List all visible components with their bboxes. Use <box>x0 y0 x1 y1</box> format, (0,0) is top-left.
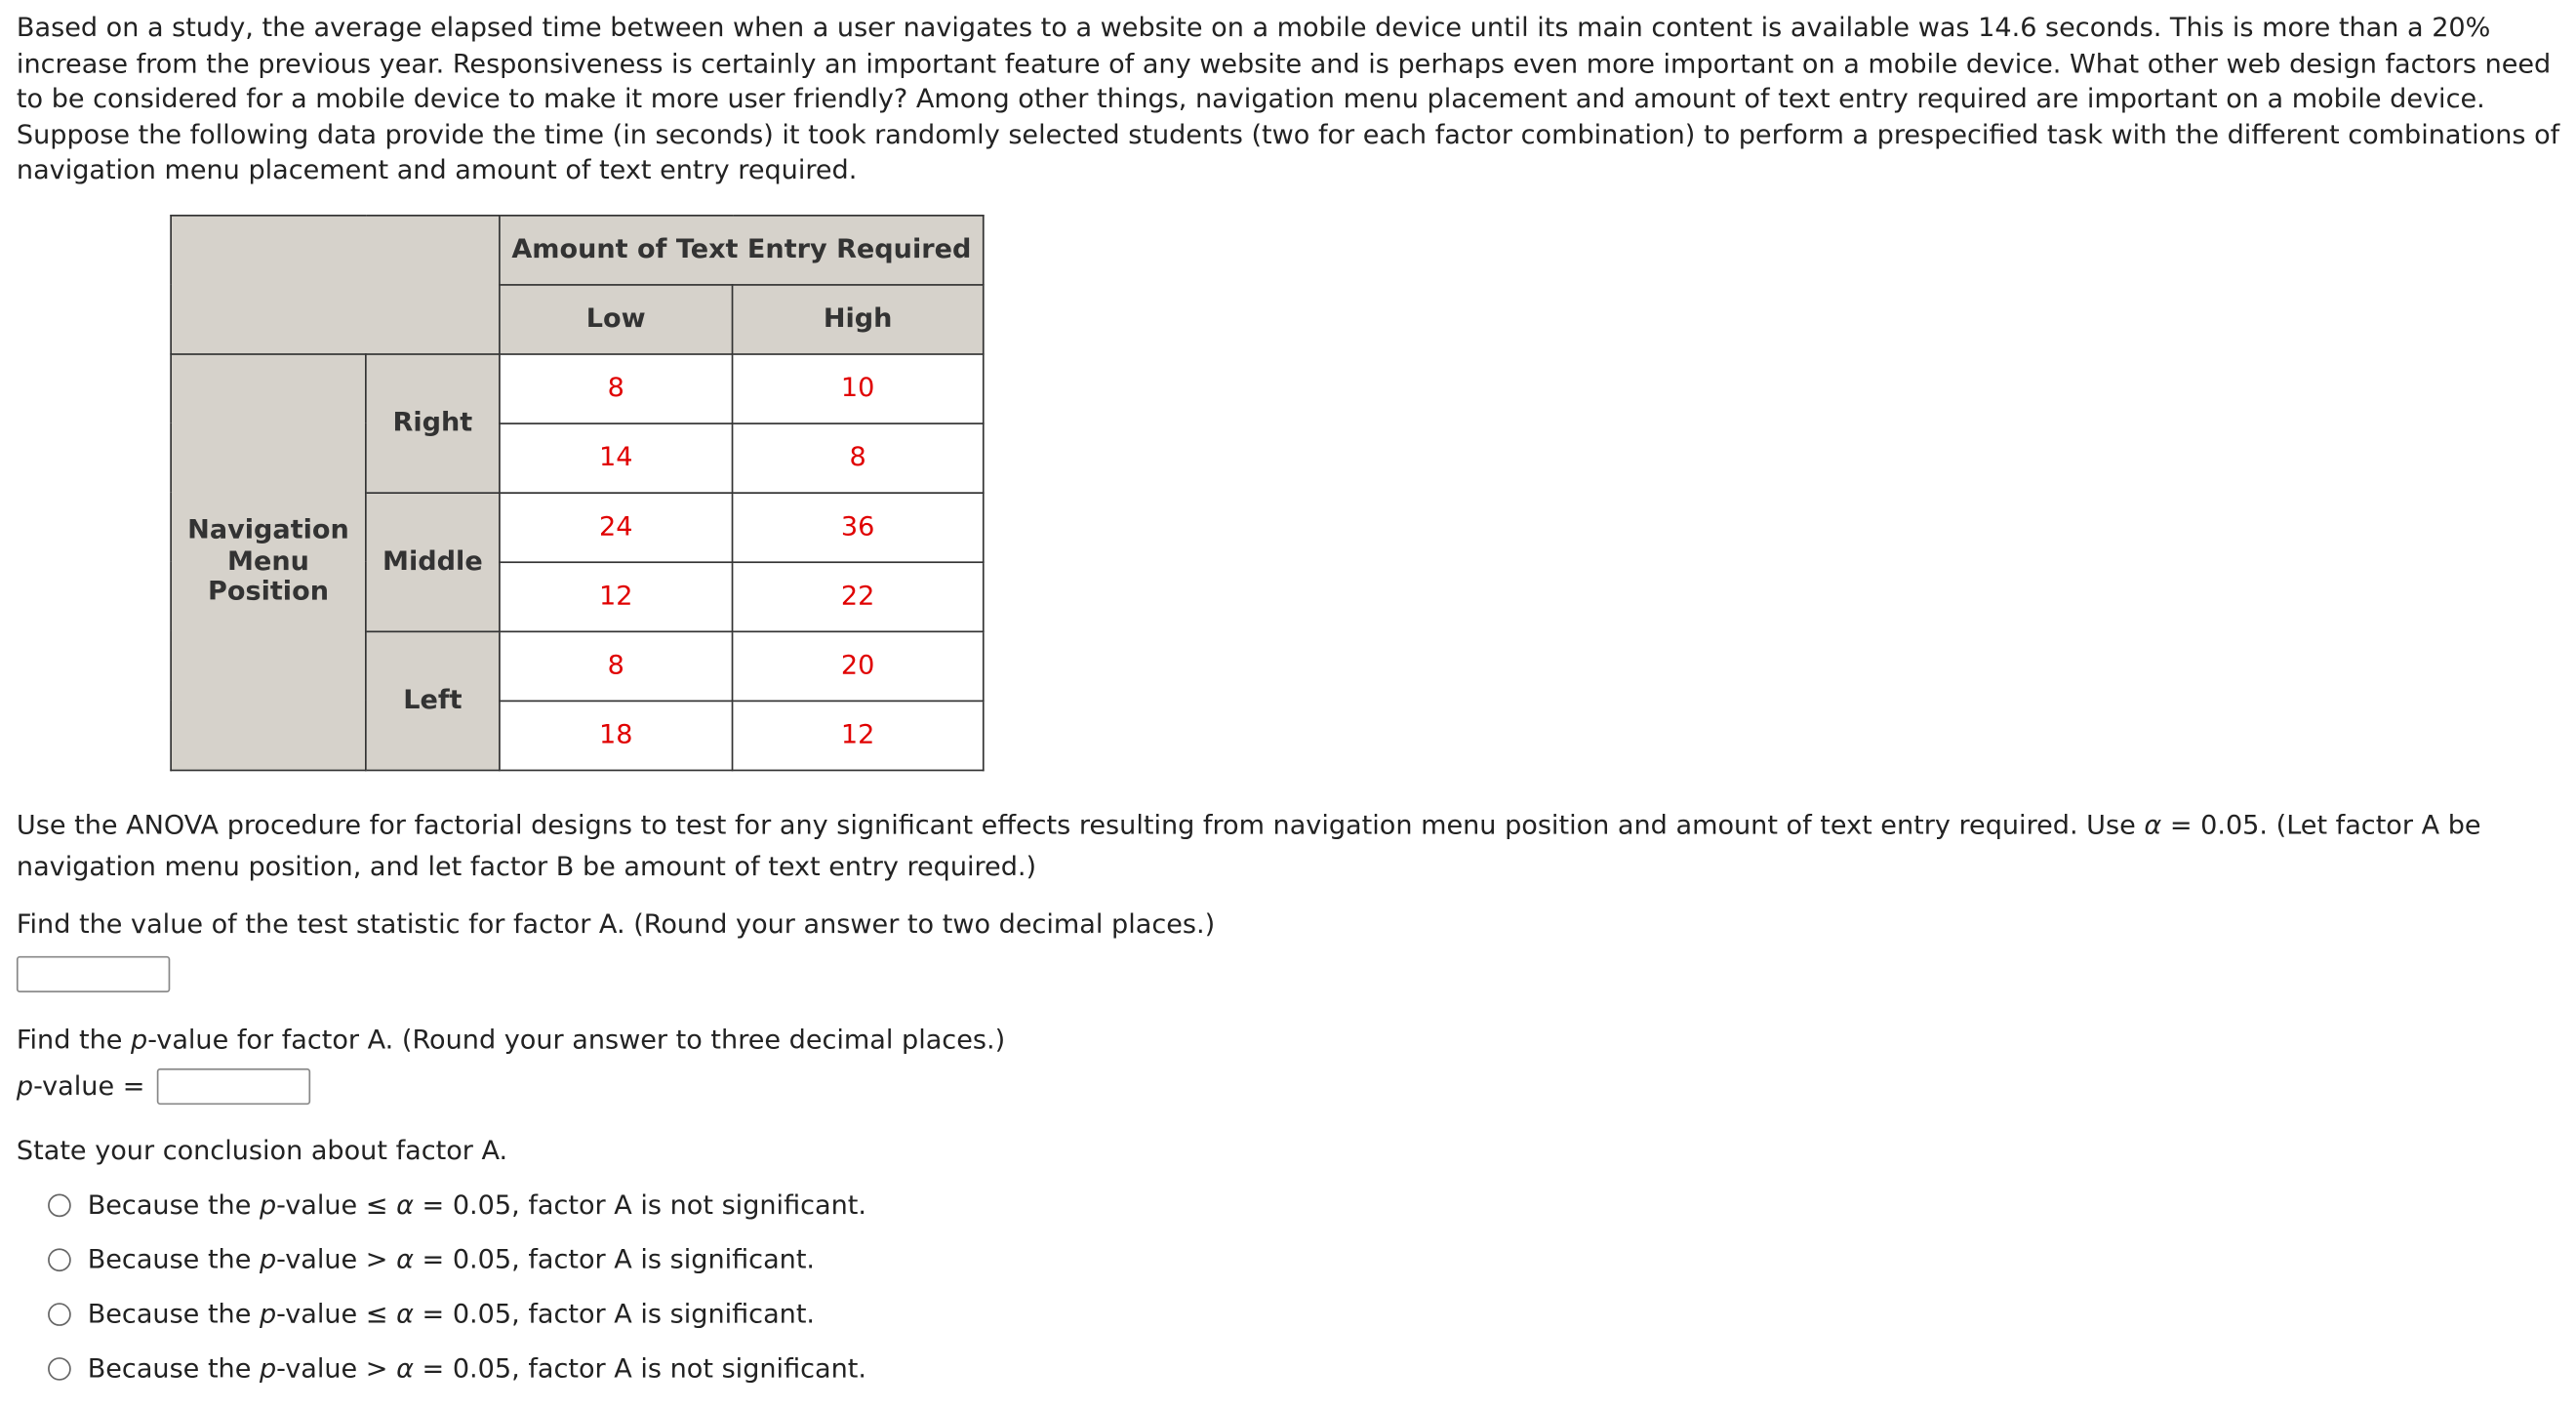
column-level-high: High <box>733 284 984 353</box>
conclusion-option[interactable] <box>48 1287 2576 1342</box>
conclusion-option[interactable] <box>48 1178 2576 1232</box>
option-label: Because the p-value ≤ α = 0.05, factor A is not significant. <box>87 1188 867 1222</box>
table-corner <box>171 215 500 353</box>
row-factor-line: Navigation <box>187 513 349 545</box>
option-label: Because the p-value > α = 0.05, factor A is not significant. <box>87 1352 867 1385</box>
p-value-label: -value = <box>33 1068 145 1101</box>
radio-button[interactable] <box>48 1303 71 1326</box>
instruction-text: Use the ANOVA procedure for factorial designs to test for any significant effects resulting from navigation menu position and amount of text entry required. Use α = 0.05. (Let factor A be navigation menu position, and let factor B be amount of text entry required.) <box>16 808 2481 881</box>
question-p-value: Find the p-value for factor A. (Round your answer to three decimal places.) <box>16 1024 1006 1056</box>
question-conclusion: State your conclusion about factor A. <box>16 1134 508 1166</box>
p-value-label-p: p <box>16 1068 34 1101</box>
conclusion-options <box>48 1178 2576 1395</box>
data-table <box>170 214 984 770</box>
data-cell: 8 <box>733 423 984 492</box>
intro-paragraph: Based on a study, the average elapsed time between when a user navigates to a website on a mobile device until its main content is available was 14.6 seconds. This is more than a 20% increase from the previous year. Responsiveness is certainly an important feature of any website and is perhaps even more important on a mobile device. What other web design factors need to be considered for a mobile device to make it more user friendly? Among other things, navigation menu placement and amount of text entry required are important on a mobile device. Suppose the following data provide the time (in seconds) it took randomly selected students (two for each factor combination) to perform a prespecified task with the different combinations of navigation menu placement and amount of text entry required. <box>16 11 2560 185</box>
test-statistic-input[interactable] <box>17 956 170 992</box>
data-cell: 8 <box>500 353 733 423</box>
data-cell: 22 <box>733 561 984 630</box>
radio-button[interactable] <box>48 1248 71 1271</box>
row-level-left: Left <box>366 630 500 769</box>
option-label: Because the p-value > α = 0.05, factor A is significant. <box>87 1243 816 1275</box>
data-cell: 10 <box>733 353 984 423</box>
data-cell: 8 <box>500 630 733 700</box>
row-factor-header <box>171 353 366 769</box>
data-cell: 12 <box>733 701 984 770</box>
radio-button[interactable] <box>48 1194 71 1218</box>
conclusion-option[interactable] <box>48 1342 2576 1396</box>
row-level-middle: Middle <box>366 492 500 630</box>
data-cell: 20 <box>733 630 984 700</box>
radio-button[interactable] <box>48 1357 71 1381</box>
row-level-right: Right <box>366 353 500 492</box>
data-cell: 14 <box>500 423 733 492</box>
data-cell: 36 <box>733 492 984 561</box>
p-value-line <box>17 1067 2576 1105</box>
conclusion-option[interactable] <box>48 1232 2576 1287</box>
row-factor-line: Menu <box>227 544 309 577</box>
option-label: Because the p-value ≤ α = 0.05, factor A is significant. <box>87 1298 816 1330</box>
alpha-symbol: α <box>2144 808 2162 840</box>
data-cell: 24 <box>500 492 733 561</box>
column-factor-header: Amount of Text Entry Required <box>500 215 984 284</box>
p-value-input[interactable] <box>156 1068 309 1105</box>
question-test-statistic: Find the value of the test statistic for factor A. (Round your answer to two decimal places.) <box>16 906 1216 940</box>
column-level-low: Low <box>500 284 733 353</box>
row-factor-line: Position <box>208 575 329 607</box>
data-cell: 12 <box>500 561 733 630</box>
data-cell: 18 <box>500 701 733 770</box>
